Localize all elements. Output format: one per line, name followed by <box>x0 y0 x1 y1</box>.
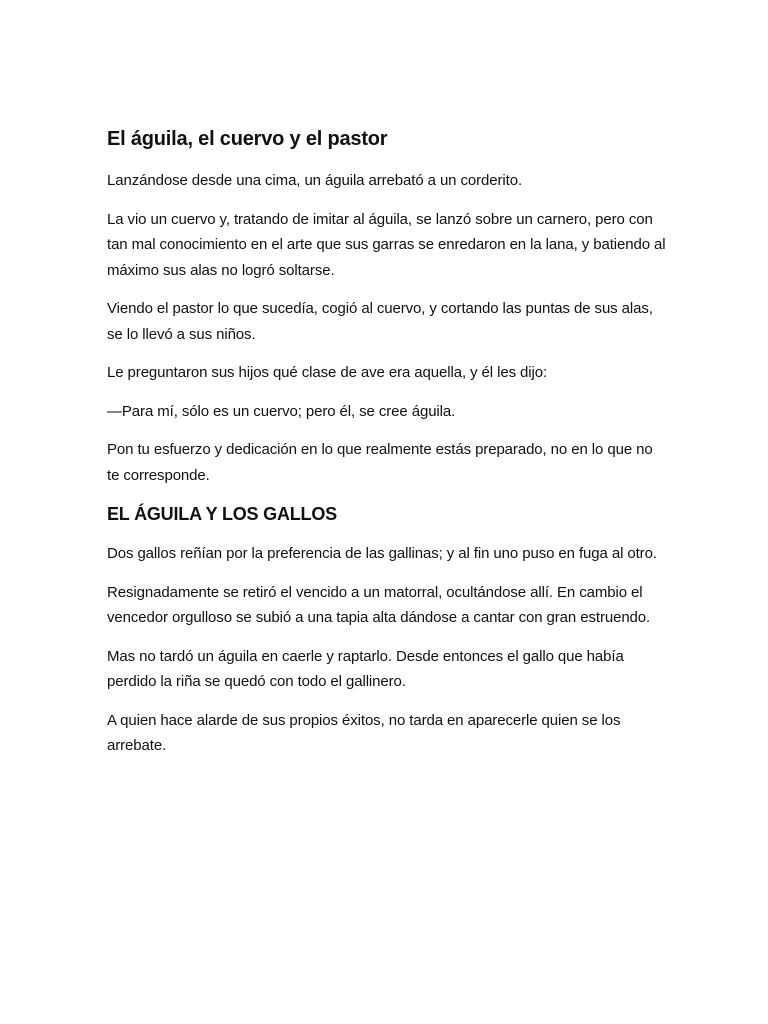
story-moral: Pon tu esfuerzo y dedicación en lo que realmente estás preparado, no en lo que no te corresponde. <box>107 441 653 484</box>
story-paragraph: Dos gallos reñían por la preferencia de las gallinas; y al fin uno puso en fuga al otro. <box>107 545 657 562</box>
story-paragraph: Mas no tardó un águila en caerle y raptarlo. Desde entonces el gallo que había perdido la riña se quedó con todo el gallinero. <box>107 647 624 690</box>
story-paragraph: La vio un cuervo y, tratando de imitar al águila, se lanzó sobre un carnero, pero con tan mal conocimiento en el arte que sus garras se enredaron en la lana, y batiendo al máximo sus alas no logró soltarse. <box>107 210 666 279</box>
document-page <box>107 124 667 772</box>
story-paragraph: Resignadamente se retiró el vencido a un matorral, ocultándose allí. En cambio el vencedor orgulloso se subió a una tapia alta dándose a cantar con gran estruendo. <box>107 583 651 626</box>
story-paragraph: Le preguntaron sus hijos qué clase de ave era aquella, y él les dijo: <box>107 364 548 381</box>
story-dialogue: —Para mí, sólo es un cuervo; pero él, se cree águila. <box>107 402 456 420</box>
story-title: EL ÁGUILA Y LOS GALLOS <box>107 504 337 524</box>
story-aguila-gallos <box>107 501 667 759</box>
story-paragraph: Viendo el pastor lo que sucedía, cogió al cuervo, y cortando las puntas de sus alas, se lo llevó a sus niños. <box>107 300 653 343</box>
story-aguila-cuervo-pastor <box>107 124 667 488</box>
story-paragraph: Lanzándose desde una cima, un águila arrebató a un corderito. <box>107 172 523 189</box>
story-moral: A quien hace alarde de sus propios éxitos, no tarda en aparecerle quien se los arrebate. <box>107 711 621 754</box>
story-title: El águila, el cuervo y el pastor <box>107 128 388 150</box>
